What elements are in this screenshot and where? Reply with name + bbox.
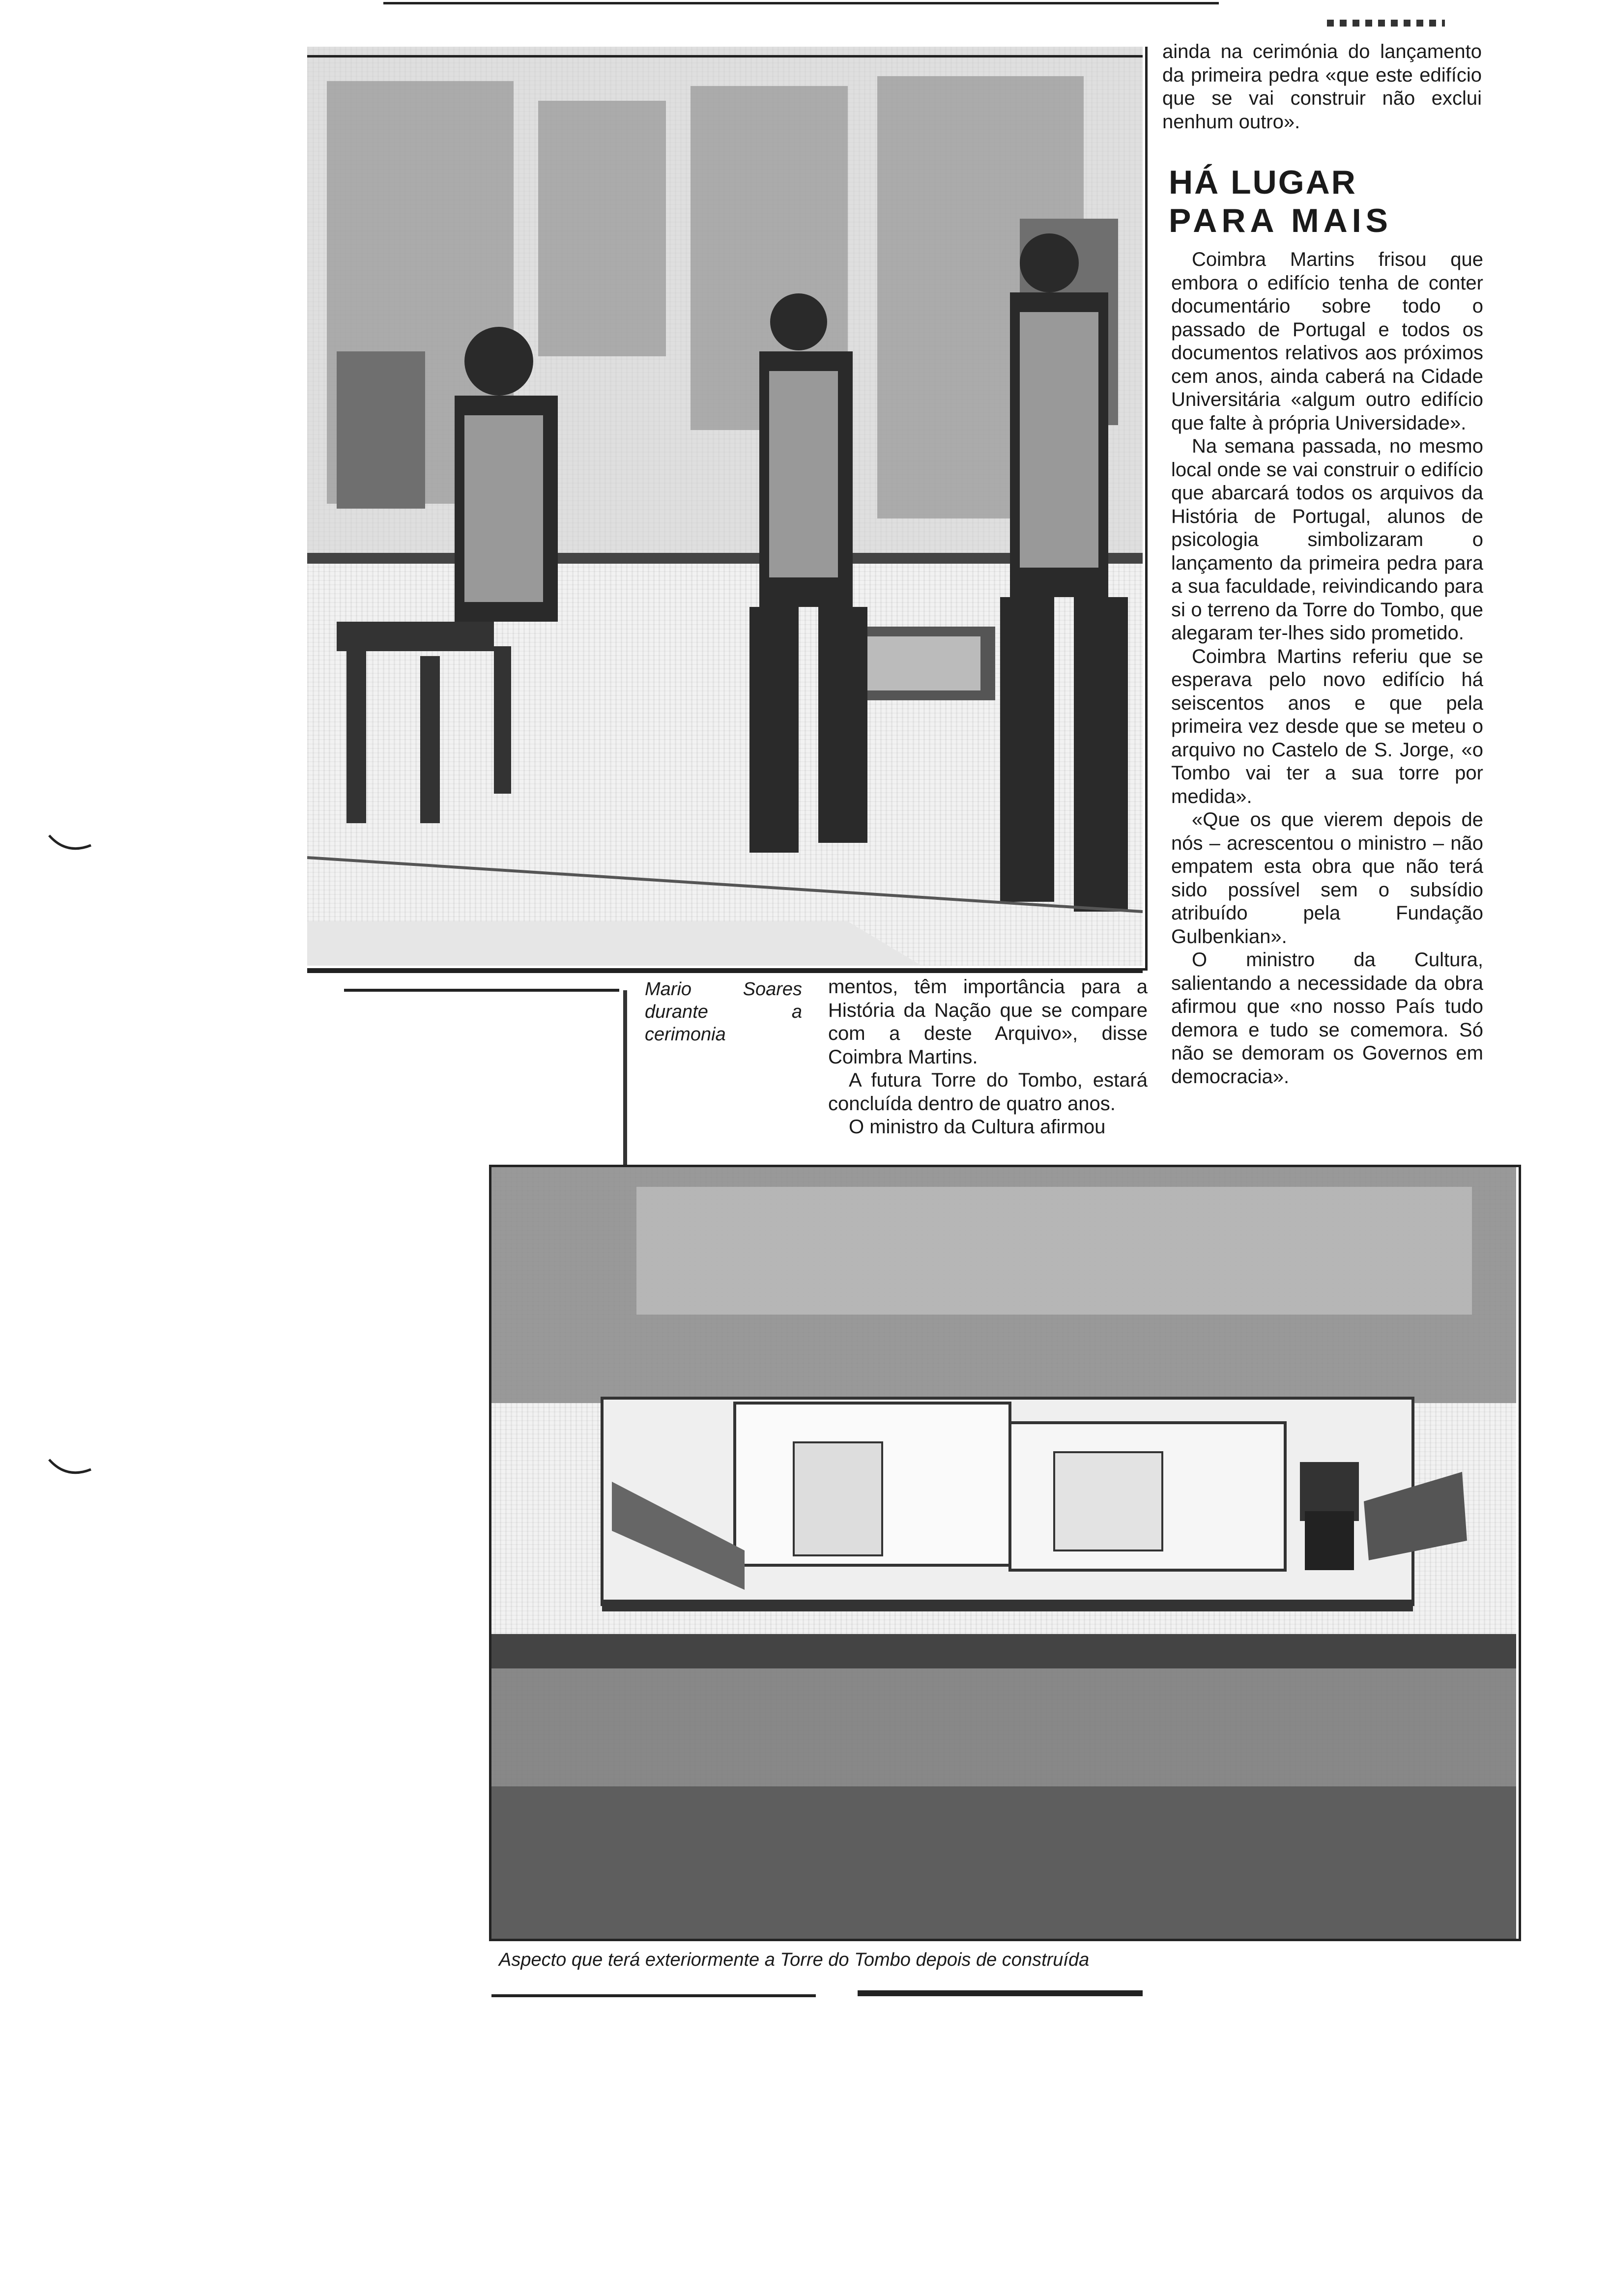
short-rule-left — [344, 989, 619, 992]
paragraph: Na semana passada, no mesmo local onde se vai construir o edifício que abarcará todos os arquivos da História de Portugal, alunos de psicologia simbolizaram o lançamento da primeira pedra para a sua faculdade, reivindicando para si o terreno da Torre do Tombo, que alegaram ter-lhes sido prometido. — [1171, 435, 1483, 644]
column-3-top-fragment — [1162, 40, 1482, 134]
left-margin-mark-lower — [47, 1455, 96, 1484]
page-number-fragment — [1327, 20, 1445, 27]
paragraph: O ministro da Cultura, salientando a necessidade da obra afirmou que «no nosso País tudo demora e tudo se comemora. Só não se demoram os Governos em democracia». — [1171, 949, 1483, 1088]
paragraph: Coimbra Martins frisou que embora o edifício tenha de conter documentário sobre todo o passado de Portugal e todos os documentos relativos aos próximos cem anos, ainda caberá na Cidade Universitária «algum outro edifício que falte à própria Universidade». — [1171, 249, 1483, 434]
bottom-rule-left — [491, 1994, 816, 1997]
paragraph: Coimbra Martins referiu que se esperava pelo novo edifício há seiscentos anos e que pela primeira vez desde que se meteu o arquivo no Castelo de S. Jorge, «o Tombo vai ter a sua torre por medida». — [1171, 645, 1483, 807]
section-heading — [1169, 163, 1473, 240]
photo-tower-model-frame — [489, 1165, 1521, 1941]
left-margin-mark — [47, 831, 96, 860]
top-rule — [383, 2, 1219, 4]
caption-rule-vertical — [623, 990, 627, 1177]
photo-ceremony-frame — [307, 47, 1148, 971]
bottom-rule-right — [858, 1990, 1143, 1996]
section-heading-line1: HÁ LUGAR — [1169, 164, 1357, 201]
paragraph: mentos, têm importância para a História da Nação que se compare com a deste Arquivo», disse Coimbra Martins. — [828, 976, 1148, 1068]
paragraph: «Que os que vierem depois de nós – acrescentou o ministro – não empatem esta obra que não terá sido possível sem o subsídio atribuído pela Fundação Gulbenkian». — [1171, 809, 1483, 947]
photo-ceremony-caption: Mario Soares durante a cerimonia — [645, 979, 802, 1045]
photo-tower-model-caption: Aspecto que terá exteriormente a Torre do Tombo depois de construída — [499, 1950, 1090, 1970]
section-heading-line2: PARA MAIS — [1169, 202, 1392, 239]
photo-ceremony-top-rule — [307, 55, 1143, 57]
photo-ceremony-bottom-rule — [307, 971, 1143, 973]
article-top-fragment: ainda na cerimónia do lançamento da primeira pedra «que este edifício que se vai construir não exclui nenhum outro». — [1162, 41, 1482, 133]
column-3-body — [1171, 248, 1483, 1089]
column-2-body — [828, 976, 1148, 1139]
paragraph: A futura Torre do Tombo, estará concluída dentro de quatro anos. — [828, 1069, 1148, 1115]
paragraph: O ministro da Cultura afirmou — [849, 1116, 1106, 1138]
